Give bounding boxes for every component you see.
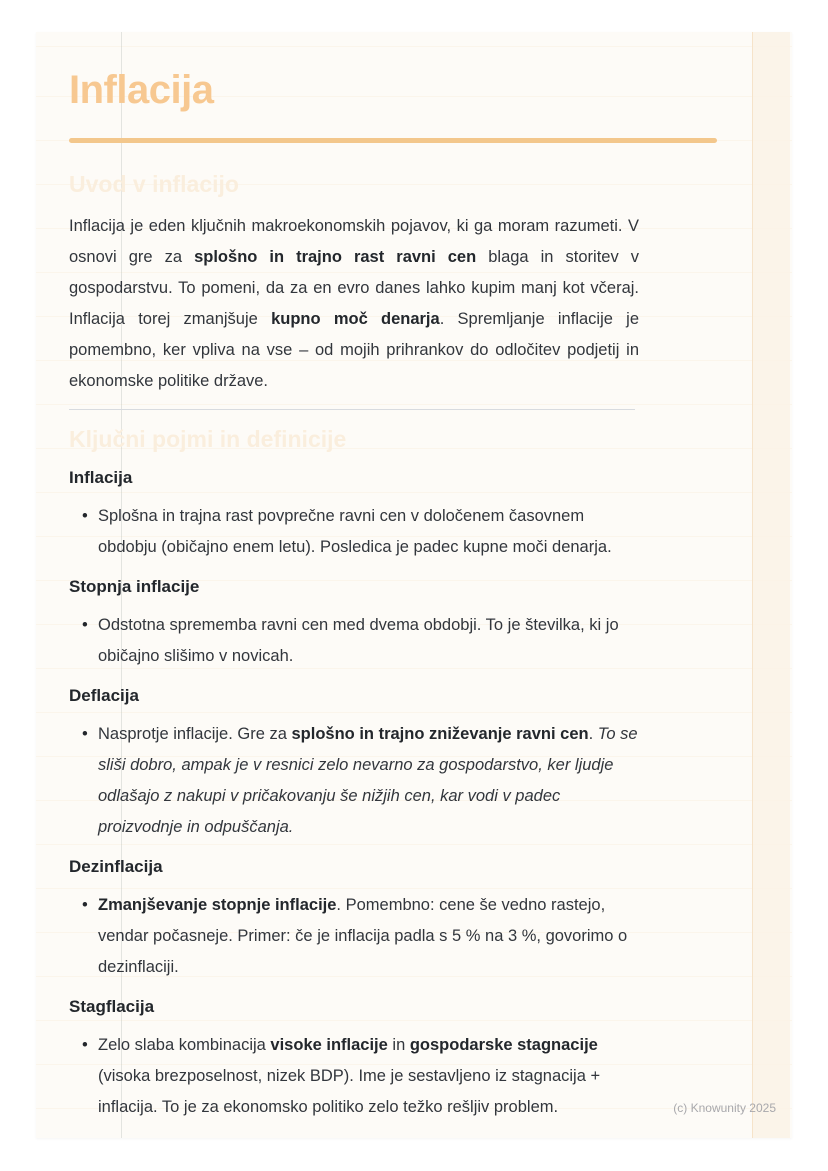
definition-text: Zelo slaba kombinacija (98, 1036, 271, 1054)
definition-list (69, 610, 639, 672)
definition-text: Odstotna sprememba ravni cen med dvema obdobji. To je številka, ki jo običajno slišimo v novicah. (98, 616, 619, 665)
definition-text: Splošna in trajna rast povprečne ravni cen v določenem časovnem obdobju (običajno enem letu). Posledica je padec kupne moči denarja. (98, 507, 612, 556)
definition-text: in (387, 1036, 410, 1054)
definition-text: . Pomembno: cene še vedno rastejo, vendar počasneje. Primer: če je inflacija padla s 5 % na 3 %, govorimo o dezinflaciji. (98, 896, 628, 976)
intro-paragraph (69, 211, 639, 397)
section-heading-intro: Uvod v inflacijo (69, 171, 239, 197)
definition-text: (visoka brezposelnost, nizek BDP). Ime je sestavljeno iz stagnacija + inflacija. To je za ekonomsko politiko zelo težko rešljiv problem. (98, 1067, 601, 1116)
definition-item (69, 719, 639, 843)
definition-bold-phrase: splošno in trajno zniževanje ravni cen (291, 725, 589, 743)
definition-text: Nasprotje inflacije. Gre za (98, 725, 292, 743)
page-title: Inflacija (69, 68, 214, 112)
term-inflacija: Inflacija (69, 468, 133, 487)
definition-text: . (588, 725, 598, 743)
definition-italic-note: To se sliši dobro, ampak je v resnici zelo nevarno za gospodarstvo, ker ljudje odlašajo z nakupi v pričakovanju še nižjih cen, kar vodi v padec proizvodnje in odpuščanja. (98, 725, 638, 836)
definition-bold-phrase: gospodarske stagnacije (409, 1036, 598, 1054)
section-heading-definitions: Ključni pojmi in definicije (69, 426, 347, 452)
intro-text: Inflacija je eden ključnih makroekonomskih pojavov, ki ga moram razumeti. V osnovi gre za (69, 217, 639, 266)
definition-item (69, 610, 639, 672)
definition-item (69, 890, 639, 983)
definition-list (69, 719, 639, 843)
definition-list (69, 890, 639, 983)
page-content (69, 32, 639, 1123)
intro-bold-phrase: splošno in trajno rast ravni cen (194, 248, 477, 266)
page-margin-band (752, 32, 790, 1138)
definition-list (69, 1030, 639, 1123)
definition-item (69, 1030, 639, 1123)
definition-list (69, 501, 639, 563)
note-page (36, 32, 792, 1138)
definition-bold-phrase: visoke inflacije (270, 1036, 388, 1054)
definition-bold-phrase: Zmanjševanje stopnje inflacije (98, 896, 337, 914)
term-dezinflacija: Dezinflacija (69, 857, 163, 876)
section-divider (69, 409, 635, 410)
definition-item (69, 501, 639, 563)
intro-text: . Spremljanje inflacije je pomembno, ker vpliva na vse – od mojih prihrankov do odločitev podjetij in ekonomske politike države. (69, 310, 640, 390)
copyright-credit: (c) Knowunity 2025 (673, 1101, 776, 1115)
title-underline (69, 138, 717, 143)
term-stopnja-inflacije: Stopnja inflacije (69, 577, 200, 596)
intro-text: blaga in storitev v gospodarstvu. To pomeni, da za en evro danes lahko kupim manj kot včeraj. Inflacija torej zmanjšuje (69, 248, 639, 328)
intro-bold-phrase: kupno moč denarja (271, 310, 440, 328)
term-deflacija: Deflacija (69, 686, 139, 705)
term-stagflacija: Stagflacija (69, 997, 155, 1016)
